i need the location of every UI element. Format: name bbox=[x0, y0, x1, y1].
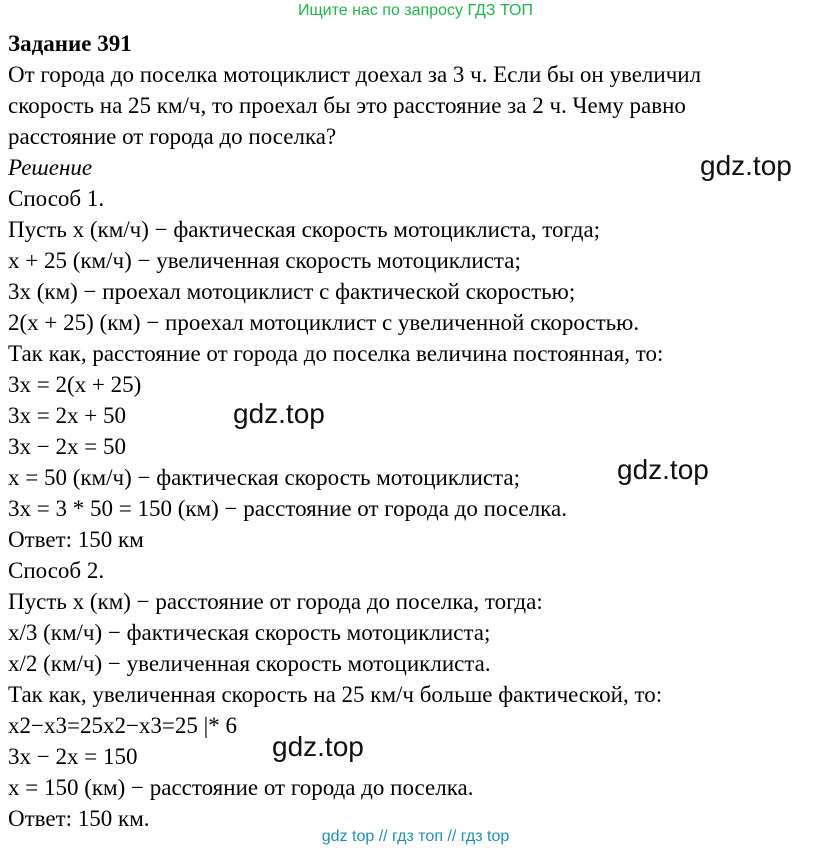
solution-line: 3x = 3 * 50 = 150 (км) − расстояние от города до поселка. bbox=[8, 496, 567, 521]
document-body bbox=[8, 28, 823, 834]
watermark: gdz.top bbox=[617, 454, 709, 485]
equation-line: 3x − 2x = 50 bbox=[8, 434, 126, 459]
condition-line: От города до поселка мотоциклист доехал за 3 ч. Если бы он увеличил bbox=[8, 62, 702, 87]
top-banner[interactable]: Ищите нас по запросу ГДЗ ТОП bbox=[298, 2, 533, 19]
watermark: gdz.top bbox=[233, 398, 325, 429]
method1-heading: Способ 1. bbox=[8, 186, 105, 211]
equation-line: 3x − 2x = 150 bbox=[8, 744, 138, 769]
solution-line: 3x (км) − проехал мотоциклист с фактической скоростью; bbox=[8, 279, 576, 304]
solution-line: x/2 (км/ч) − увеличенная скорость мотоциклиста. bbox=[8, 651, 491, 676]
solution-line: Так как, увеличенная скорость на 25 км/ч больше фактической, то: bbox=[8, 682, 663, 707]
equation-line: x2−x3=25x2−x3=25 |* 6 bbox=[8, 713, 237, 738]
solution-line: Так как, расстояние от города до поселка величина постоянная, то: bbox=[8, 341, 664, 366]
solution-line: Пусть x (км) − расстояние от города до поселка, тогда: bbox=[8, 589, 543, 614]
solution-line: x = 150 (км) − расстояние от города до поселка. bbox=[8, 775, 474, 800]
solution-line: x + 25 (км/ч) − увеличенная скорость мотоциклиста; bbox=[8, 248, 521, 273]
solution-heading: Решение bbox=[8, 155, 93, 180]
solution-line: 2(x + 25) (км) − проехал мотоциклист с увеличенной скоростью. bbox=[8, 310, 640, 335]
answer-line: Ответ: 150 км. bbox=[8, 806, 150, 831]
equation-line: 3x = 2x + 50 bbox=[8, 403, 126, 428]
condition-line: расстояние от города до поселка? bbox=[8, 124, 337, 149]
watermark: gdz.top bbox=[700, 150, 792, 181]
condition-line: скорость на 25 км/ч, то проехал бы это расстояние за 2 ч. Чему равно bbox=[8, 93, 686, 118]
watermark: gdz.top bbox=[272, 731, 364, 762]
equation-line: 3x = 2(x + 25) bbox=[8, 372, 142, 397]
solution-line: x/3 (км/ч) − фактическая скорость мотоциклиста; bbox=[8, 620, 491, 645]
footer-links[interactable]: gdz top // гдз топ // гдз top bbox=[321, 828, 510, 845]
answer-line: Ответ: 150 км bbox=[8, 527, 144, 552]
solution-line: x = 50 (км/ч) − фактическая скорость мотоциклиста; bbox=[8, 465, 520, 490]
method2-heading: Способ 2. bbox=[8, 558, 105, 583]
solution-line: Пусть x (км/ч) − фактическая скорость мотоциклиста, тогда; bbox=[8, 217, 601, 242]
task-title: Задание 391 bbox=[8, 31, 132, 56]
